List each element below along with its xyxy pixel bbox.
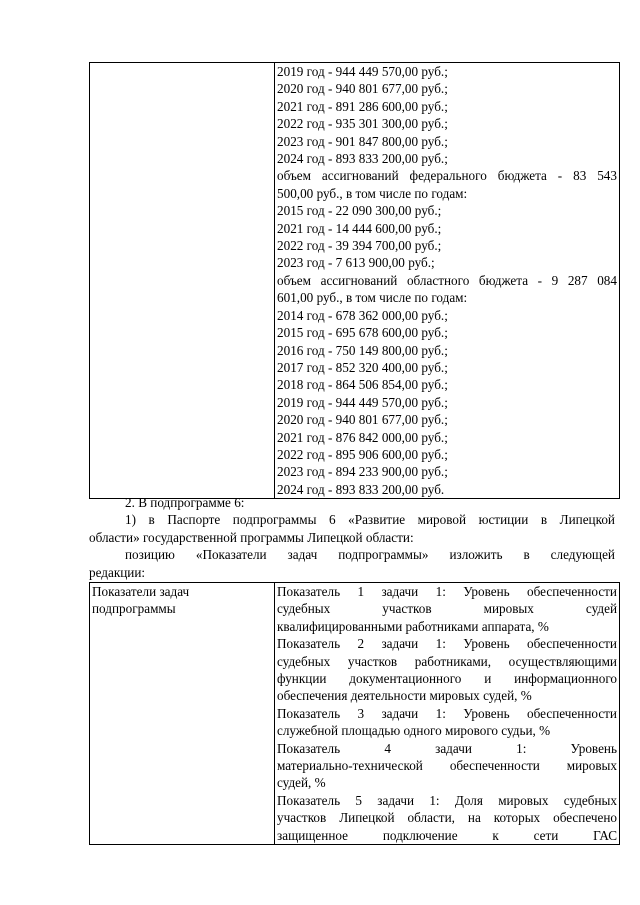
table-line: 2019 год - 944 449 570,00 руб.; [277,394,448,410]
table-row [90,63,620,499]
paragraph-line: позицию «Показатели задач подпрограммы» изложить в следующей [125,547,615,563]
table-line: 2024 год - 893 833 200,00 руб.; [277,151,448,167]
table-line: материально-технической обеспеченности мировых [277,758,617,774]
table-line: 2024 год - 893 833 200,00 руб. [277,481,445,497]
table-left-cell [90,583,275,845]
table-line: 2023 год - 894 233 900,00 руб.; [277,464,448,480]
table-line: Показатель 5 задачи 1: Доля мировых судебных [277,792,617,808]
table-line: судей, % [277,775,326,791]
table-line: 2019 год - 944 449 570,00 руб.; [277,64,448,79]
table-line: участков Липецкой области, на которых обеспечено [277,810,617,826]
table-line: 500,00 руб., в том числе по годам: [277,185,468,201]
paragraph-line: 1) в Паспорте подпрограммы 6 «Развитие мировой юстиции в Липецкой [125,512,615,528]
left-cell-line: подпрограммы [92,601,176,617]
table-line: Показатель 2 задачи 1: Уровень обеспеченности [277,636,617,652]
table-line: 2021 год - 14 444 600,00 руб.; [277,220,442,236]
table-line: 2020 год - 940 801 677,00 руб.; [277,412,448,428]
table-line: 2022 год - 935 301 300,00 руб.; [277,116,448,132]
table-line: 2015 год - 22 090 300,00 руб.; [277,203,442,219]
table-line: обеспечения деятельности мировых судей, % [277,688,532,704]
table-line: объем ассигнований федерального бюджета - 83 543 [277,168,617,184]
table-line: квалифицированными работниками аппарата, % [277,618,549,634]
table-line: 2022 год - 895 906 600,00 руб.; [277,446,448,462]
table-line: 2022 год - 39 394 700,00 руб.; [277,238,442,254]
table-line: 2021 год - 891 286 600,00 руб.; [277,98,448,114]
paragraph-line: области» государственной программы Липецкой области: [89,529,414,545]
paragraph-line: редакции: [89,564,146,580]
table-left-cell [90,63,275,499]
table-line: объем ассигнований областного бюджета - 9 287 084 [277,272,617,288]
table-line: 2018 год - 864 506 854,00 руб.; [277,377,448,393]
table-line: служебной площадью одного мирового судьи, % [277,723,551,739]
table-line: 2023 год - 7 613 900,00 руб.; [277,255,435,271]
table-row [90,583,620,845]
table-right-cell [275,63,620,499]
table-line: судебных участков мировых судей [277,601,617,617]
table-line: 2015 год - 695 678 600,00 руб.; [277,325,448,341]
table-line: 2017 год - 852 320 400,00 руб.; [277,359,448,375]
table-line: Показатель 4 задачи 1: Уровень [277,740,617,756]
paragraph: 2. В подпрограмме 6: [125,495,245,510]
table-line: Показатель 1 задачи 1: Уровень обеспеченности [277,584,617,599]
body-text [89,494,615,581]
table-right-cell [275,583,620,845]
indicators-table [89,582,620,845]
table-line: 2014 год - 678 362 000,00 руб.; [277,307,448,323]
table-line: функции документационного и информационного [277,671,617,687]
table-line: 2020 год - 940 801 677,00 руб.; [277,81,448,97]
table-line: 2023 год - 901 847 800,00 руб.; [277,133,448,149]
table-line: Показатель 3 задачи 1: Уровень обеспеченности [277,705,617,721]
table-line: 601,00 руб., в том числе по годам: [277,290,468,306]
left-cell-line: Показатели задач [92,584,190,599]
table-line: судебных участков работниками, осуществляющими [277,653,617,669]
table-line: 2021 год - 876 842 000,00 руб.; [277,429,448,445]
funding-table [89,62,620,499]
table-line: защищенное подключение к сети ГАС [277,827,617,843]
table-line: 2016 год - 750 149 800,00 руб.; [277,342,448,358]
